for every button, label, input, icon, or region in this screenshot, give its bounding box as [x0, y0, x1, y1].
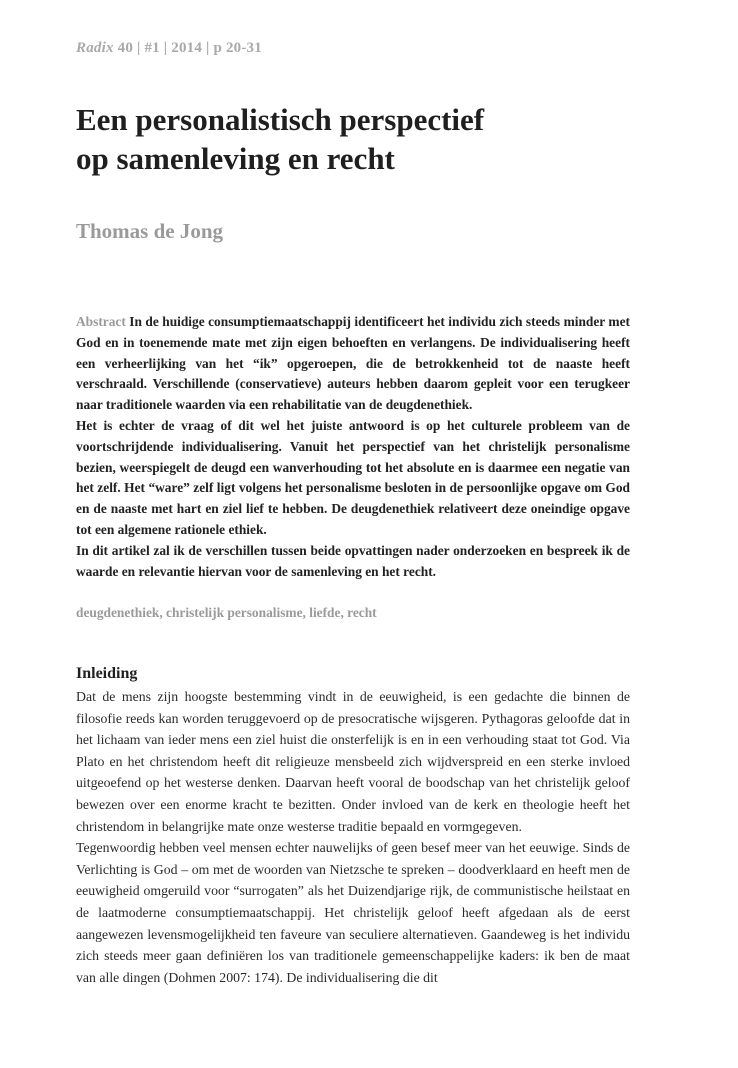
abstract-text-1: In de huidige consumptiemaatschappij identificeert het individu zich steeds minder met God en in toenemende mate met zijn eigen behoeften en verlangens. De individualisering heeft een verheerlijking van het “ik” opgeroepen, die de betrokkenheid tot de naaste heeft verschraald. Verschillende (conservatieve) auteurs hebben daarom gepleit voor een terugkeer naar traditionele waarden via een rehabilitatie van de deugdenethiek.	[76, 314, 630, 413]
body-paragraph: Tegenwoordig hebben veel mensen echter nauwelijks of geen besef meer van het eeuwige. Sinds de Verlichting is God – om met de woorden van Nietzsche te spreken – doodverklaard en heeft men de eeuwigheid omgeruild voor “surrogaten” als het Duizendjarige rijk, de communistische heilstaat en de laatmoderne consumptiemaatschappij. Het christelijk geloof heeft afgedaan als de eerst aangewezen levensmogelijkheid ten faveure van seculiere alternatieven. Gaandeweg is het individu zich steeds meer gaan definiëren los van traditionele gemeenschappelijke kaders: ik ben de maat van alle dingen (Dohmen 2007: 174). De individualisering die dit	[76, 840, 630, 985]
keywords: deugdenethiek, christelijk personalisme, liefde, recht	[76, 605, 377, 620]
title-line-2: op samenleving en recht	[76, 141, 395, 176]
abstract-paragraph: Het is echter de vraag of dit wel het juiste antwoord is op het culturele probleem van de voortschrijdende individualisering. Vanuit het perspectief van het christelijk personalisme bezien, weerspiegelt de deugd een wanverhouding tot het absolute en is daarmee een negatie van het zelf. Het “ware” zelf ligt volgens het personalisme besloten in de persoonlijke opgave om God en de naaste met hart en ziel lief te hebben. De deugdenethiek relativeert deze oneindige opgave tot een algemene rationele ethiek.	[76, 417, 630, 537]
body-text	[76, 686, 630, 988]
author-name: Thomas de Jong	[76, 219, 224, 243]
issue-details: 40 | #1 | 2014 | p 20-31	[113, 40, 262, 56]
abstract	[76, 312, 630, 582]
abstract-label: Abstract	[76, 314, 126, 329]
journal-name: Radix	[76, 40, 114, 56]
body-paragraph: Dat de mens zijn hoogste bestemming vindt in de eeuwigheid, is een gedachte die binnen de filosofie reeds kan worden teruggevoerd op de presocratische wijsgeren. Pythagoras geloofde dat in het lichaam van ieder mens een ziel huist die onsterfelijk is en in een verhouding staat tot God. Via Plato en het christendom heeft dit religieuze mensbeeld zich wijdverspreid en een sterke invloed uitgeoefend op het westerse denken. Daarvan heeft vooral de boodschap van het christelijk geloof bewezen over een enorme kracht te bezitten. Onder invloed van de kerk en theologie heeft het christendom in belangrijke mate onze westerse traditie bepaald en vormgegeven.	[76, 689, 630, 834]
abstract-paragraph: In dit artikel zal ik de verschillen tussen beide opvattingen nader onderzoeken en bespreek ik de waarde en relevantie hiervan voor de samenleving en het recht.	[76, 542, 630, 579]
running-head	[76, 40, 262, 57]
title-line-1: Een personalistisch perspectief	[76, 102, 485, 137]
section-heading: Inleiding	[76, 665, 138, 682]
article-title	[76, 100, 676, 178]
abstract-paragraph	[76, 312, 630, 416]
